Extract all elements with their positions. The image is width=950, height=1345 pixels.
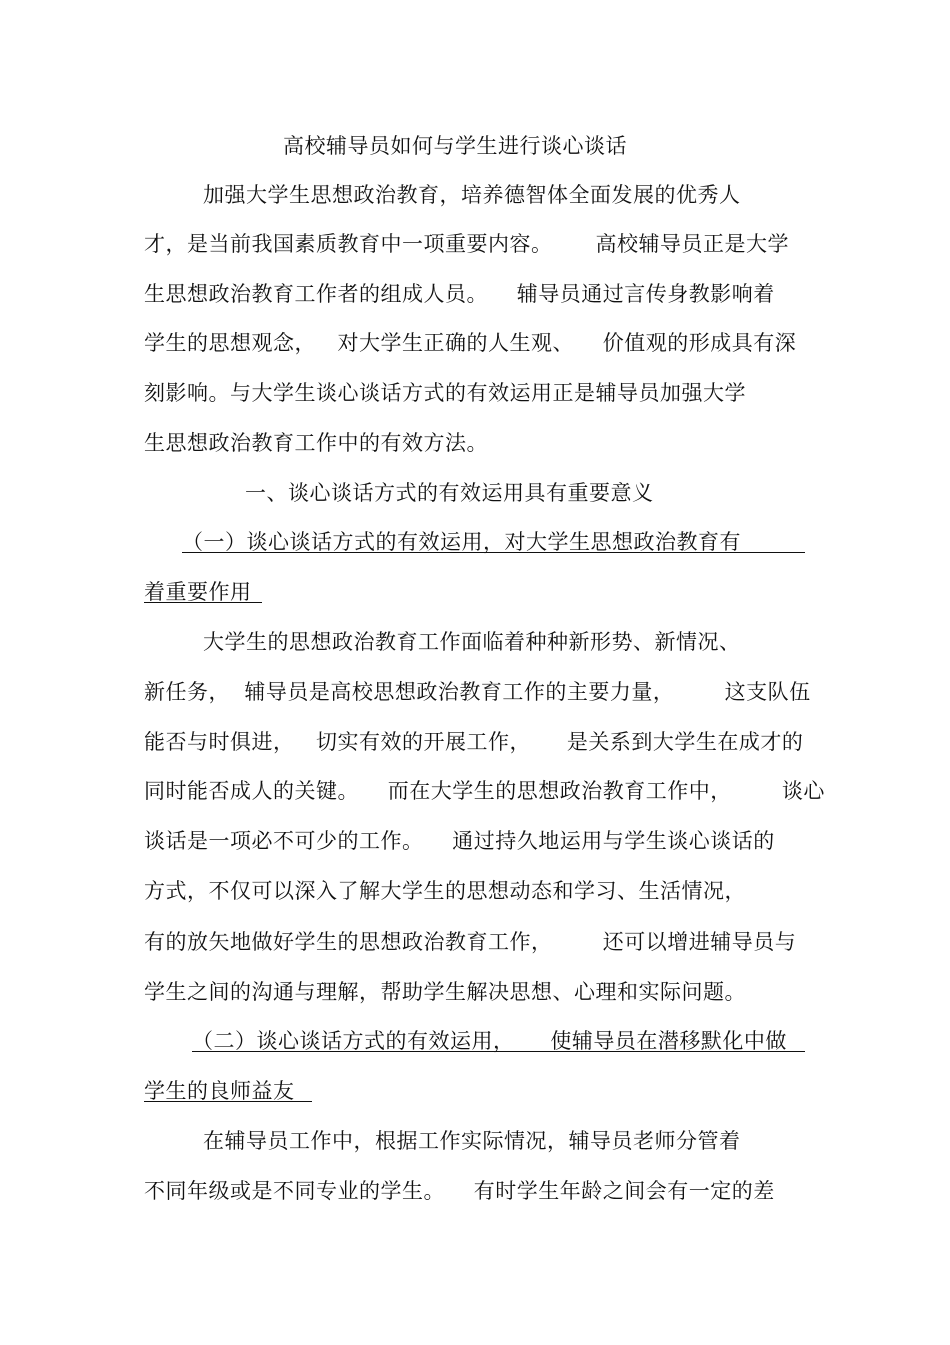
intro-line-2: 才，是当前我国素质教育中一项重要内容。 高校辅导员正是大学: [144, 232, 790, 256]
subsection-1-body-line-7: 有的放矢地做好学生的思想政治教育工作， 还可以增进辅导员与: [144, 930, 797, 954]
subsection-1-body-line-6: 方式，不仅可以深入了解大学生的思想动态和学习、生活情况，: [144, 879, 746, 903]
subsection-1-body-line-2: 新任务， 辅导员是高校思想政治教育工作的主要力量， 这支队伍: [144, 680, 811, 704]
subsection-2-body-line-2: 不同年级或是不同专业的学生。 有时学生年龄之间会有一定的差: [144, 1179, 775, 1203]
subsection-1-body-line-3: 能否与时俱进， 切实有效的开展工作， 是关系到大学生在成才的: [144, 730, 804, 754]
subsection-1-underline-1: [182, 552, 805, 553]
subsection-1-heading-line-1: （一）谈心谈话方式的有效运用，对大学生思想政治教育有: [182, 530, 741, 554]
subsection-1-body-line-5: 谈话是一项必不可少的工作。 通过持久地运用与学生谈心谈话的: [144, 829, 775, 853]
subsection-1-body-line-4: 同时能否成人的关键。 而在大学生的思想政治教育工作中， 谈心: [144, 779, 825, 803]
subsection-2-body-line-1: 在辅导员工作中，根据工作实际情况，辅导员老师分管着: [203, 1129, 741, 1153]
intro-line-1: 加强大学生思想政治教育，培养德智体全面发展的优秀人: [203, 183, 741, 207]
subsection-2-heading-line-1: （二）谈心谈话方式的有效运用， 使辅导员在潜移默化中做: [192, 1029, 787, 1053]
subsection-1-body-line-1: 大学生的思想政治教育工作面临着种种新形势、新情况、: [203, 630, 741, 654]
document-title: 高校辅导员如何与学生进行谈心谈话: [283, 134, 627, 158]
intro-line-4: 学生的思想观念， 对大学生正确的人生观、 价值观的形成具有深: [144, 331, 797, 355]
intro-line-6: 生思想政治教育工作中的有效方法。: [144, 431, 488, 455]
subsection-2-heading-line-2: 学生的良师益友: [144, 1079, 295, 1103]
section-1-heading: 一、谈心谈话方式的有效运用具有重要意义: [245, 481, 654, 505]
subsection-1-underline-2: [144, 602, 262, 603]
subsection-1-heading-line-2: 着重要作用: [144, 580, 252, 604]
intro-line-3: 生思想政治教育工作者的组成人员。 辅导员通过言传身教影响着: [144, 282, 775, 306]
intro-line-5: 刻影响。与大学生谈心谈话方式的有效运用正是辅导员加强大学: [144, 381, 746, 405]
subsection-1-body-line-8: 学生之间的沟通与理解，帮助学生解决思想、心理和实际问题。: [144, 980, 746, 1004]
subsection-2-underline-1: [192, 1051, 805, 1052]
subsection-2-underline-2: [144, 1101, 312, 1102]
